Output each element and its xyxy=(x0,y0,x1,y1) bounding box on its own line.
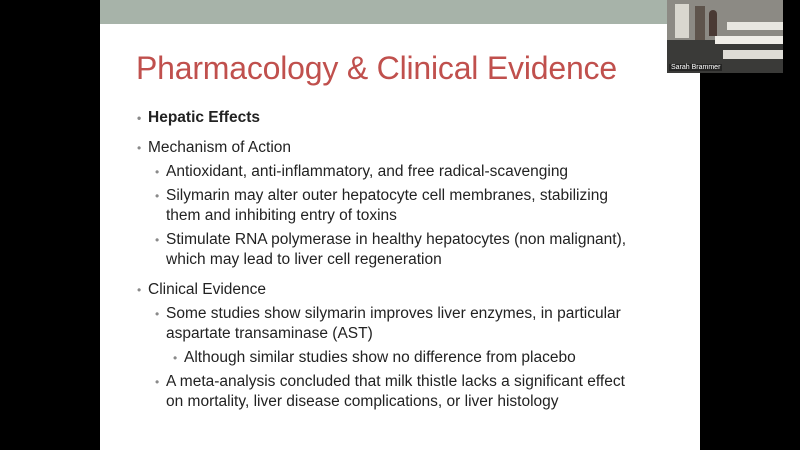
bullet-dot-icon: • xyxy=(155,165,160,179)
bullet-clinical-evidence xyxy=(137,280,267,300)
bullet-text: Although similar studies show no difference from placebo xyxy=(184,349,576,366)
video-window xyxy=(675,4,689,38)
bullet-dot-icon: • xyxy=(155,307,160,321)
presentation-slide xyxy=(100,0,700,450)
bullet-list xyxy=(100,0,700,450)
bullet-rna-polymerase xyxy=(155,230,627,270)
bullet-text-line: Some studies show silymarin improves liver enzymes, in particular xyxy=(166,305,621,322)
bullet-text: Hepatic Effects xyxy=(148,109,260,126)
video-desk xyxy=(715,36,783,44)
bullet-meta-analysis xyxy=(155,372,625,412)
bullet-antioxidant xyxy=(155,162,569,182)
bullet-silymarin-membranes xyxy=(155,186,608,226)
participant-video-tile[interactable] xyxy=(667,0,783,73)
bullet-dot-icon: • xyxy=(155,233,160,247)
bullet-text-line: them and inhibiting entry of toxins xyxy=(166,207,397,224)
bullet-text-line: which may lead to liver cell regeneration xyxy=(166,251,442,268)
bullet-no-difference xyxy=(173,348,576,368)
video-desk xyxy=(727,22,783,30)
bullet-dot-icon: • xyxy=(155,189,160,203)
slide-title: Pharmacology & Clinical Evidence xyxy=(136,50,617,86)
video-person xyxy=(709,10,717,36)
bullet-dot-icon: • xyxy=(137,283,142,297)
bullet-text-line: on mortality, liver disease complications, or liver histology xyxy=(166,393,559,410)
bullet-dot-icon: • xyxy=(173,351,178,365)
bullet-text: Clinical Evidence xyxy=(148,281,267,298)
bullet-text-line: Silymarin may alter outer hepatocyte cell membranes, stabilizing xyxy=(166,187,608,204)
bullet-text: Mechanism of Action xyxy=(148,139,292,156)
bullet-text-line: Stimulate RNA polymerase in healthy hepatocytes (non malignant), xyxy=(166,231,627,248)
bullet-dot-icon: • xyxy=(137,111,142,125)
video-door xyxy=(695,6,705,40)
bullet-dot-icon: • xyxy=(137,141,142,155)
video-desk xyxy=(723,50,783,59)
bullet-liver-enzymes xyxy=(155,304,621,344)
bullet-text-line: aspartate transaminase (AST) xyxy=(166,325,373,342)
bullet-hepatic-effects xyxy=(137,108,260,128)
bullet-mechanism-of-action xyxy=(137,138,292,158)
participant-name-label: Sarah Brammer xyxy=(671,64,721,71)
bullet-text-line: A meta-analysis concluded that milk thistle lacks a significant effect xyxy=(166,373,625,390)
bullet-dot-icon: • xyxy=(155,375,160,389)
bullet-text: Antioxidant, anti-inflammatory, and free radical-scavenging xyxy=(166,163,569,180)
